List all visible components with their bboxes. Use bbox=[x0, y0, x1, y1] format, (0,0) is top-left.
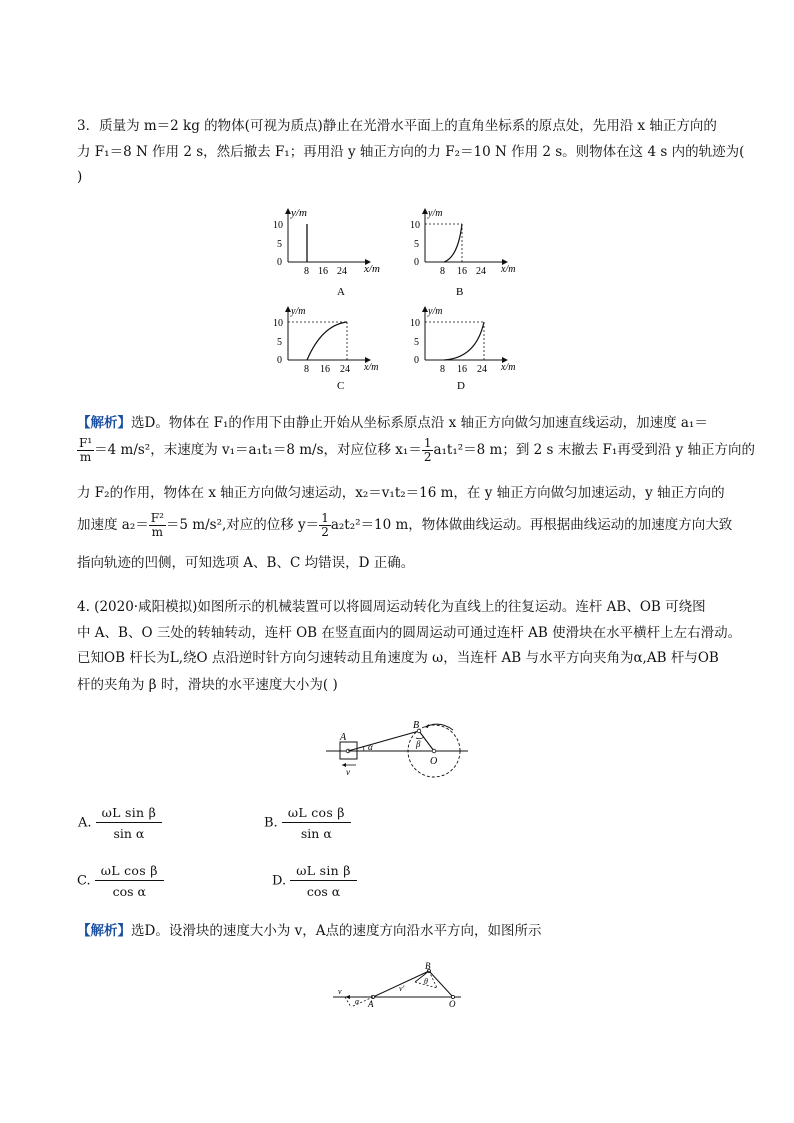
q4-solution-line: 【解析】选D。设滑块的速度大小为 v，A点的速度方向沿水平方向，如图所示 bbox=[77, 923, 542, 939]
q4-line-1: 4. (2020·咸阳模拟)如图所示的机械装置可以将圆周运动转化为直线上的往复运动。连杆 AB、OB 可绕图 bbox=[77, 599, 706, 615]
x-axis-label: x/m bbox=[364, 263, 380, 275]
svg-text:0: 0 bbox=[277, 355, 282, 366]
q4-line-4: 杆的夹角为 β 时，滑块的水平速度大小为( ) bbox=[77, 677, 338, 693]
fraction-half: $\frac{1}{2}$ bbox=[423, 436, 432, 464]
fraction-f1-m: $\frac{\text{F¹}}{m}$ bbox=[79, 436, 93, 464]
svg-text:5: 5 bbox=[277, 239, 282, 250]
q3-solution-line-2: $\frac{\text{F¹}}{m}$ ＝4 m/s²，末速度为 v₁＝a₁t₁＝8 m/s，对应位移 x₁＝ $\frac{1}{2}$ a₁t₁²＝8 m；到 2 s 末撤去 F₁再受到沿 y 轴正方向的 bbox=[79, 436, 756, 464]
svg-text:α: α bbox=[355, 997, 360, 1006]
svg-text:O: O bbox=[430, 756, 438, 767]
svg-text:B: B bbox=[413, 720, 420, 731]
svg-text:x/m: x/m bbox=[501, 264, 516, 275]
svg-text:α: α bbox=[368, 742, 373, 752]
svg-text:10: 10 bbox=[410, 318, 420, 329]
fraction-f2-m: $\frac{\text{F²}}{m}$ bbox=[150, 511, 164, 539]
option-label-a: A bbox=[337, 286, 345, 298]
svg-text:16: 16 bbox=[457, 266, 467, 277]
q3-solution-line-5: 指向轨迹的凹侧，可知选项 A、B、C 均错误，D 正确。 bbox=[77, 555, 415, 571]
svg-text:10: 10 bbox=[410, 220, 420, 231]
svg-text:10: 10 bbox=[273, 318, 283, 329]
fraction-half-2: $\frac{1}{2}$ bbox=[321, 511, 329, 539]
solution-tag-2: 【解析】 bbox=[77, 923, 131, 939]
svg-text:5: 5 bbox=[277, 337, 282, 348]
option-label-d: D bbox=[457, 380, 465, 390]
svg-text:0: 0 bbox=[414, 257, 419, 268]
q3-solution-line-3: 力 F₂的作用，物体在 x 轴正方向做匀速运动，x₂＝v₁t₂＝16 m，在 y 轴正方向做匀加速运动，y 轴正方向的 bbox=[77, 485, 725, 501]
svg-text:24: 24 bbox=[477, 364, 487, 375]
svg-text:y/m: y/m bbox=[291, 306, 306, 317]
q4-velocity-figure bbox=[333, 960, 465, 1010]
svg-text:5: 5 bbox=[414, 239, 419, 250]
option-label-c: C bbox=[337, 380, 345, 390]
svg-text:5: 5 bbox=[414, 337, 419, 348]
y-axis-label: y/m bbox=[291, 207, 307, 219]
svg-text:θ: θ bbox=[424, 977, 428, 986]
q4-mechanism-figure bbox=[322, 715, 472, 780]
svg-text:A: A bbox=[368, 999, 374, 1009]
q3-line-3: ) bbox=[77, 169, 83, 185]
svg-text:16: 16 bbox=[457, 364, 467, 375]
svg-text:8: 8 bbox=[440, 266, 445, 277]
svg-text:16: 16 bbox=[318, 266, 328, 277]
solution-tag: 【解析】 bbox=[77, 415, 131, 431]
svg-text:A: A bbox=[340, 732, 347, 743]
svg-text:0: 0 bbox=[414, 355, 419, 366]
q3-solution-line-4: 加速度 a₂＝ $\frac{\text{F²}}{m}$ ＝5 m/s²,对应的位移 y＝ $\frac{1}{2}$ a₂t₂²＝10 m，物体做曲线运动。再根据曲线运动的加速度方向大致 bbox=[77, 511, 733, 539]
graph-b bbox=[410, 208, 515, 298]
svg-text:v': v' bbox=[399, 984, 405, 993]
q4-option-a[interactable]: A. $\frac{\text{ωL sin β}}{\text{sin α}}$ bbox=[78, 806, 162, 840]
svg-text:v: v bbox=[338, 987, 342, 996]
graph-c bbox=[273, 306, 378, 390]
svg-text:x/m: x/m bbox=[501, 362, 516, 373]
svg-text:y/m: y/m bbox=[428, 306, 443, 317]
svg-text:0: 0 bbox=[277, 257, 282, 268]
svg-text:B: B bbox=[425, 961, 431, 971]
q4-option-c[interactable]: C. $\frac{\text{ωL cos β}}{\text{cos α}}$ bbox=[77, 864, 164, 898]
q4-line-2: 中 A、B、O 三处的转轴转动，连杆 OB 在竖直面内的圆周运动可通过连杆 AB 使滑块在水平横杆上左右滑动。 bbox=[77, 625, 742, 641]
graph-d bbox=[410, 306, 515, 390]
svg-text:y/m: y/m bbox=[428, 208, 443, 219]
q4-line-3: 已知OB 杆长为L,绕O 点沿逆时针方向匀速转动且角速度为 ω，当连杆 AB 与水平方向夹角为α,AB 杆与OB bbox=[77, 650, 719, 666]
graph-a bbox=[273, 207, 380, 298]
svg-text:24: 24 bbox=[337, 266, 347, 277]
q3-line-2: 力 F₁＝8 N 作用 2 s，然后撤去 F₁；再用沿 y 轴正方向的力 F₂＝10 N 作用 2 s。则物体在这 4 s 内的轨迹为( bbox=[77, 144, 745, 160]
q3-solution-line-1: 【解析】选D。物体在 F₁的作用下由静止开始从坐标系原点沿 x 轴正方向做匀加速直线运动，加速度 a₁＝ bbox=[77, 415, 708, 431]
q4-option-d[interactable]: D. $\frac{\text{ωL sin β}}{\text{cos α}}$ bbox=[272, 864, 357, 898]
svg-text:16: 16 bbox=[320, 364, 330, 375]
svg-text:β: β bbox=[416, 739, 421, 749]
svg-text:v: v bbox=[346, 767, 350, 777]
svg-text:O: O bbox=[449, 999, 456, 1009]
svg-text:8: 8 bbox=[304, 266, 309, 277]
option-label-b: B bbox=[456, 286, 464, 298]
svg-text:24: 24 bbox=[476, 266, 486, 277]
svg-text:8: 8 bbox=[440, 364, 445, 375]
q3-graphs-figure bbox=[260, 205, 540, 390]
q3-line-1: 3．质量为 m＝2 kg 的物体(可视为质点)静止在光滑水平面上的直角坐标系的原点处，先用沿 x 轴正方向的 bbox=[77, 118, 717, 134]
svg-text:x/m: x/m bbox=[364, 362, 379, 373]
svg-text:10: 10 bbox=[273, 220, 283, 231]
svg-text:8: 8 bbox=[304, 364, 309, 375]
q4-option-b[interactable]: B. $\frac{\text{ωL cos β}}{\text{sin α}}$ bbox=[264, 806, 351, 840]
svg-text:24: 24 bbox=[340, 364, 350, 375]
